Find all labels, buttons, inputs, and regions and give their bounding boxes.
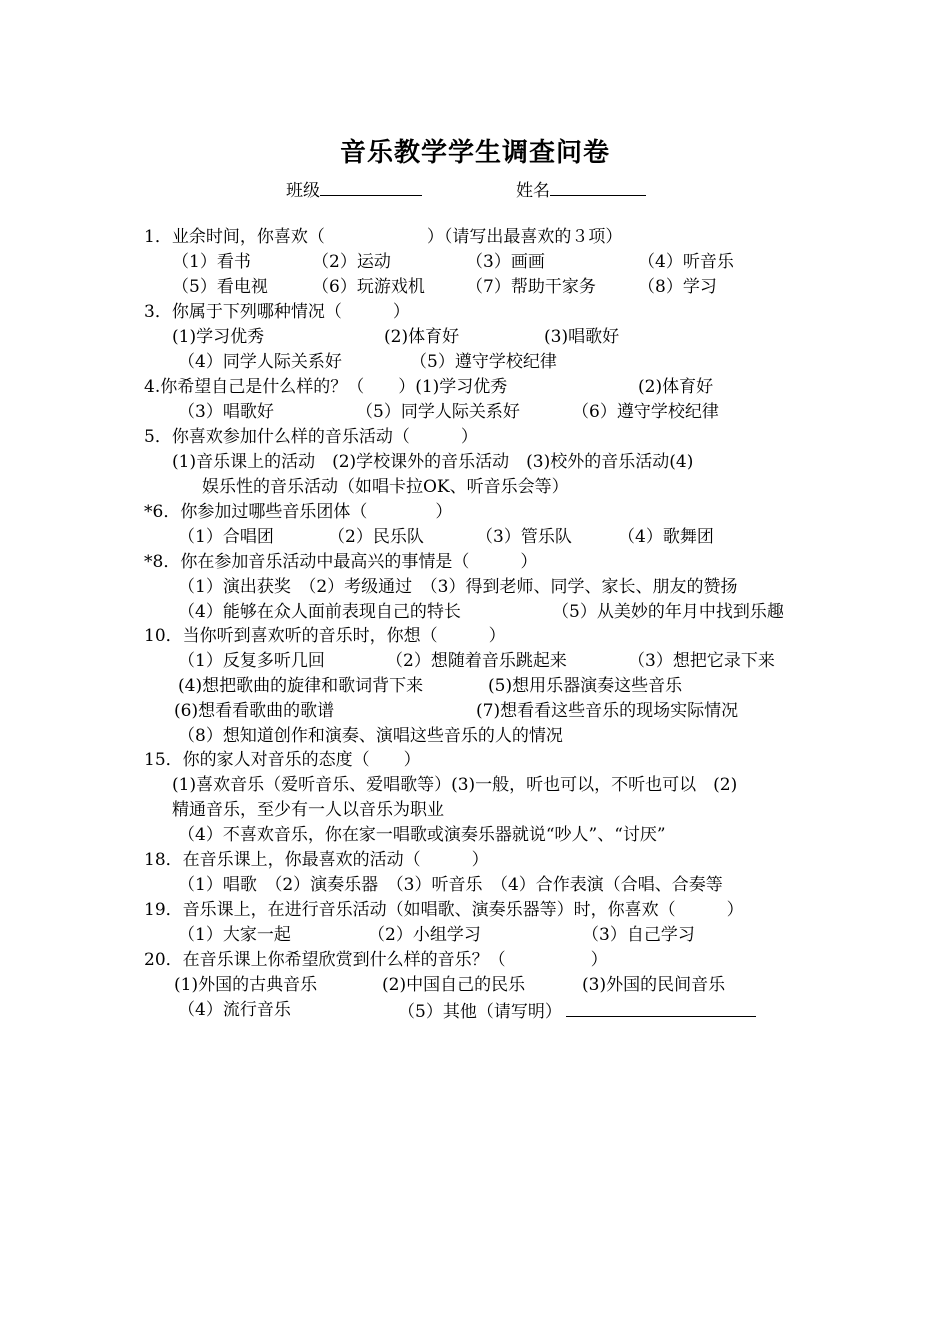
question-text: 5．你喜欢参加什么样的音乐活动（ ）: [144, 427, 478, 447]
option[interactable]: （2）小组学习: [368, 925, 481, 945]
option[interactable]: (1)音乐课上的活动 (2)学校课外的音乐活动 (3)校外的音乐活动(4): [172, 452, 694, 472]
option[interactable]: 精通音乐，至少有一人以音乐为职业: [172, 800, 444, 820]
question-text: 18．在音乐课上，你最喜欢的活动（ ）: [144, 850, 489, 870]
option[interactable]: （1）合唱团: [178, 527, 274, 547]
option[interactable]: (2)体育好: [384, 327, 460, 347]
option[interactable]: （1）大家一起: [178, 925, 291, 945]
option[interactable]: (4)想把歌曲的旋律和歌词背下来: [178, 676, 424, 696]
option[interactable]: （1）看书: [172, 252, 251, 272]
option[interactable]: （8）学习: [638, 277, 717, 297]
question-text: 3．你属于下列哪种情况（ ）: [144, 302, 410, 322]
option[interactable]: 娱乐性的音乐活动（如唱卡拉OK、听音乐会等）: [202, 477, 569, 497]
option[interactable]: （2）民乐队: [328, 527, 424, 547]
option[interactable]: (5)想用乐器演奏这些音乐: [488, 676, 683, 696]
class-blank[interactable]: [320, 177, 422, 196]
question-text: *6．你参加过哪些音乐团体（ ）: [144, 502, 453, 522]
question-text: 20．在音乐课上你希望欣赏到什么样的音乐？（ ）: [144, 950, 608, 970]
option[interactable]: （4）流行音乐: [178, 1000, 291, 1020]
question-text: 10．当你听到喜欢听的音乐时，你想（ ）: [144, 626, 506, 646]
option[interactable]: (7)想看看这些音乐的现场实际情况: [476, 701, 739, 721]
option[interactable]: （4）听音乐: [638, 252, 734, 272]
option[interactable]: (3)外国的民间音乐: [582, 975, 726, 995]
option[interactable]: （6）遵守学校纪律: [572, 402, 719, 422]
option[interactable]: （3）管乐队: [476, 527, 572, 547]
class-label: 班级: [286, 181, 320, 201]
question-text: *8．你在参加音乐活动中最高兴的事情是（ ）: [144, 552, 538, 572]
question-text: 1．业余时间，你喜欢（ ）（请写出最喜欢的３项）: [144, 227, 623, 247]
option[interactable]: （5）看电视: [172, 277, 268, 297]
option[interactable]: （5）同学人际关系好: [356, 402, 520, 422]
option[interactable]: （1）唱歌 （2）演奏乐器 （3）听音乐 （4）合作表演（合唱、合奏等: [178, 875, 723, 895]
option[interactable]: （4）歌舞团: [618, 527, 714, 547]
option[interactable]: (6)想看看歌曲的歌谱: [174, 701, 335, 721]
name-label: 姓名: [516, 181, 550, 201]
name-blank[interactable]: [550, 177, 646, 196]
option[interactable]: （5）遵守学校纪律: [410, 352, 557, 372]
option[interactable]: （8）想知道创作和演奏、演唱这些音乐的人的情况: [178, 726, 563, 746]
option[interactable]: （1）演出获奖 （2）考级通过 （3）得到老师、同学、家长、朋友的赞扬: [178, 577, 738, 597]
option[interactable]: （6）玩游戏机: [312, 277, 425, 297]
option[interactable]: (1)外国的古典音乐: [174, 975, 318, 995]
option[interactable]: (1)喜欢音乐（爱听音乐、爱唱歌等）(3)一般，听也可以，不听也可以 (2): [172, 775, 738, 795]
option[interactable]: （4）不喜欢音乐，你在家一唱歌或演奏乐器就说“吵人”、“讨厌”: [178, 825, 666, 845]
info-fields: [0, 176, 950, 200]
question-text: 19．音乐课上，在进行音乐活动（如唱歌、演奏乐器等）时，你喜欢（ ）: [144, 900, 744, 920]
option[interactable]: （3）想把它录下来: [628, 651, 775, 671]
option[interactable]: （1）反复多听几回: [178, 651, 325, 671]
option[interactable]: (1)学习优秀: [172, 327, 265, 347]
option: （5）其他（请写明）: [398, 1002, 562, 1022]
option[interactable]: （2）运动: [312, 252, 391, 272]
page-title: 音乐教学学生调查问卷: [339, 138, 610, 168]
option[interactable]: （2）想随着音乐跳起来: [386, 651, 567, 671]
question-text: 15．你的家人对音乐的态度（ ）: [144, 750, 421, 770]
option-other[interactable]: [398, 998, 756, 1024]
option[interactable]: (2)中国自己的民乐: [382, 975, 526, 995]
option[interactable]: （4）同学人际关系好: [178, 352, 342, 372]
option[interactable]: （5）从美妙的年月中找到乐趣: [552, 602, 784, 622]
other-answer-blank[interactable]: [566, 998, 756, 1017]
option[interactable]: (3)唱歌好: [544, 327, 620, 347]
class-field[interactable]: [286, 176, 422, 201]
option[interactable]: （3）自己学习: [582, 925, 695, 945]
option[interactable]: （3）画画: [466, 252, 545, 272]
option[interactable]: （3）唱歌好: [178, 402, 274, 422]
name-field[interactable]: [516, 176, 646, 201]
option[interactable]: (2)体育好: [638, 377, 714, 397]
question-text: 4.你希望自己是什么样的？（ ）(1)学习优秀: [144, 377, 508, 397]
option[interactable]: （4）能够在众人面前表现自己的特长: [178, 602, 461, 622]
option[interactable]: （7）帮助干家务: [466, 277, 596, 297]
